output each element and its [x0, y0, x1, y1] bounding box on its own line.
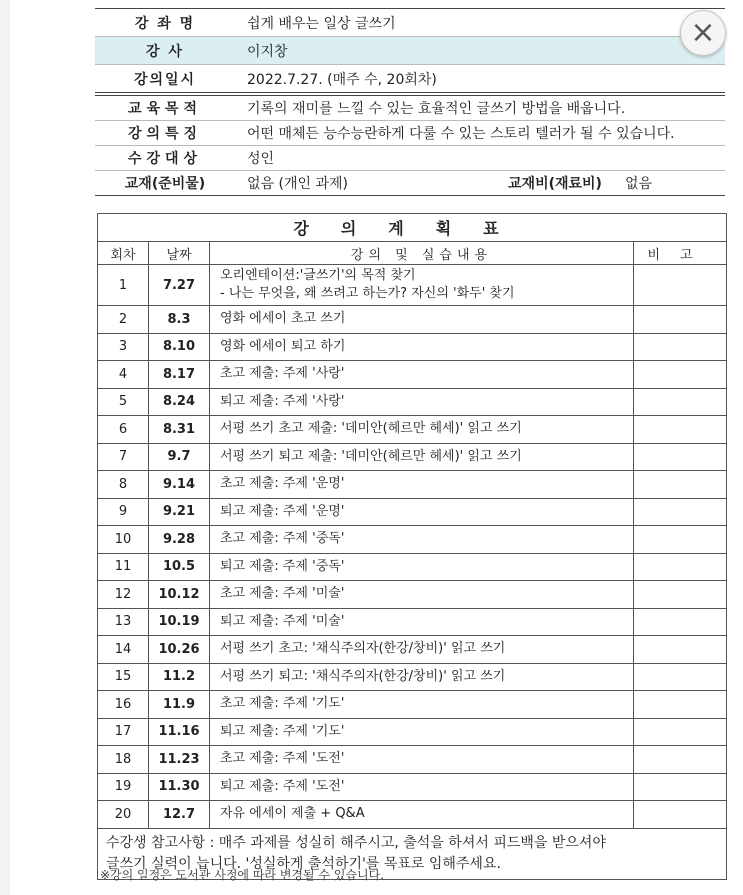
session-content: [210, 801, 634, 829]
session-content: [210, 361, 634, 389]
session-content: [210, 773, 634, 801]
session-number: 5: [98, 388, 149, 416]
session-date: 8.10: [149, 333, 210, 361]
fee-value: 없음: [615, 171, 725, 196]
session-content: [210, 718, 634, 746]
session-number: 7: [98, 443, 149, 471]
session-note: [634, 388, 727, 416]
session-content-line: - 나는 무엇을, 왜 쓰려고 하는가? 자신의 '화두' 찾기: [220, 286, 515, 301]
session-note: [634, 608, 727, 636]
session-number: 15: [98, 663, 149, 691]
table-row: [98, 801, 727, 829]
header-content: 강의 및 실습내용: [210, 242, 634, 265]
table-row: [98, 581, 727, 609]
session-content-line: 초고 제출: 주제 '운명': [220, 476, 345, 492]
session-number: 19: [98, 773, 149, 801]
session-number: 1: [98, 265, 149, 306]
table-row: [98, 773, 727, 801]
session-number: 8: [98, 471, 149, 499]
table-row: [98, 333, 727, 361]
table-row: [98, 416, 727, 444]
session-note: [634, 636, 727, 664]
session-date: 9.21: [149, 498, 210, 526]
session-date: 11.2: [149, 663, 210, 691]
session-content: [210, 306, 634, 334]
session-content-line: 초고 제출: 주제 '중독': [220, 531, 345, 547]
session-date: 8.3: [149, 306, 210, 334]
session-number: 3: [98, 333, 149, 361]
table-row: [98, 388, 727, 416]
session-content: [210, 333, 634, 361]
session-note: [634, 306, 727, 334]
purpose-row: [95, 96, 725, 121]
session-note: [634, 663, 727, 691]
session-number: 16: [98, 691, 149, 719]
session-date: 8.31: [149, 416, 210, 444]
session-content: [210, 526, 634, 554]
session-note: [634, 553, 727, 581]
session-content-line: 퇴고 제출: 주제 '운명': [220, 503, 345, 519]
target-row: [95, 146, 725, 171]
session-number: 20: [98, 801, 149, 829]
session-number: 18: [98, 746, 149, 774]
table-row: [98, 636, 727, 664]
feature-value: 어떤 매체든 능수능란하게 다룰 수 있는 스토리 텔러가 될 수 있습니다.: [235, 121, 725, 146]
session-content-line: 오리엔테이션:'글쓰기'의 목적 찾기: [220, 268, 416, 283]
session-content: [210, 663, 634, 691]
table-row: [98, 526, 727, 554]
session-number: 13: [98, 608, 149, 636]
materials-row: [95, 171, 725, 196]
session-note: [634, 498, 727, 526]
session-content: [210, 443, 634, 471]
session-date: 12.7: [149, 801, 210, 829]
fee-label: 교재비(재료비): [495, 171, 615, 196]
notes-line-2: 글쓰기 실력이 늡니다. '성실하게 출석하기'를 목표로 임해주세요.: [106, 855, 501, 872]
course-info-table: [95, 8, 725, 93]
session-content-line: 서평 쓰기 초고: '채식주의자(한강/창비)' 읽고 쓰기: [220, 641, 506, 657]
instructor-label: 강 사: [95, 37, 235, 65]
session-note: [634, 746, 727, 774]
session-content: [210, 553, 634, 581]
session-number: 17: [98, 718, 149, 746]
session-note: [634, 801, 727, 829]
course-details-table: [95, 95, 725, 196]
session-date: 7.27: [149, 265, 210, 306]
table-row: [98, 663, 727, 691]
table-row: [98, 691, 727, 719]
table-row: [98, 471, 727, 499]
session-content-line: 초고 제출: 주제 '도전': [220, 751, 345, 767]
instructor-row: [95, 37, 725, 65]
feature-label: 강의특징: [95, 121, 235, 146]
session-note: [634, 416, 727, 444]
table-row: [98, 443, 727, 471]
session-date: 11.23: [149, 746, 210, 774]
session-date: 11.16: [149, 718, 210, 746]
session-content-line: 초고 제출: 주제 '기도': [220, 696, 345, 712]
session-content-line: 퇴고 제출: 주제 '기도': [220, 723, 345, 739]
schedule-value: 2022.7.27. (매주 수, 20회차): [235, 65, 725, 93]
plan-rows: [98, 265, 727, 829]
session-content-line: 퇴고 제출: 주제 '도전': [220, 778, 345, 794]
session-content-line: 서평 쓰기 퇴고: '채식주의자(한강/창비)' 읽고 쓰기: [220, 668, 506, 684]
session-content-line: 퇴고 제출: 주제 '중독': [220, 558, 345, 574]
session-note: [634, 691, 727, 719]
session-date: 9.14: [149, 471, 210, 499]
table-row: [98, 265, 727, 306]
plan-header-row: [98, 242, 727, 265]
session-number: 12: [98, 581, 149, 609]
notes-line-1: 수강생 참고사항 : 매주 과제를 성실히 해주시고, 출석을 하셔서 피드백을 받으셔야: [106, 834, 606, 851]
session-date: 9.7: [149, 443, 210, 471]
session-number: 2: [98, 306, 149, 334]
session-content-line: 서평 쓰기 퇴고 제출: '데미안(헤르만 헤세)' 읽고 쓰기: [220, 448, 522, 464]
session-number: 11: [98, 553, 149, 581]
session-date: 11.9: [149, 691, 210, 719]
session-date: 10.5: [149, 553, 210, 581]
header-date: 날짜: [149, 242, 210, 265]
plan-title: 강의계획표: [98, 214, 727, 242]
session-number: 10: [98, 526, 149, 554]
session-note: [634, 718, 727, 746]
session-content-line: 초고 제출: 주제 '미술': [220, 586, 345, 602]
schedule-change-footnote: ※강의 일정은 도서관 사정에 따라 변경될 수 있습니다.: [100, 868, 385, 882]
session-content-line: 영화 에세이 초고 쓰기: [220, 311, 346, 327]
session-content-line: 퇴고 제출: 주제 '미술': [220, 613, 345, 629]
session-content-line: 초고 제출: 주제 '사랑': [220, 366, 345, 382]
feature-row: [95, 121, 725, 146]
session-note: [634, 471, 727, 499]
close-button[interactable]: [680, 10, 726, 56]
session-content: [210, 581, 634, 609]
session-content: [210, 498, 634, 526]
session-content: [210, 265, 634, 306]
session-number: 14: [98, 636, 149, 664]
session-date: 9.28: [149, 526, 210, 554]
session-content-line: 영화 에세이 퇴고 하기: [220, 338, 346, 354]
session-number: 4: [98, 361, 149, 389]
session-number: 6: [98, 416, 149, 444]
table-row: [98, 498, 727, 526]
schedule-row: [95, 65, 725, 93]
materials-value: 없음 (개인 과제): [235, 171, 495, 196]
session-date: 10.26: [149, 636, 210, 664]
table-row: [98, 306, 727, 334]
session-content: [210, 608, 634, 636]
session-content: [210, 388, 634, 416]
session-note: [634, 773, 727, 801]
session-content: [210, 691, 634, 719]
table-row: [98, 361, 727, 389]
session-content-line: 퇴고 제출: 주제 '사랑': [220, 393, 345, 409]
materials-label: 교재(준비물): [95, 171, 235, 196]
schedule-label: 강의일시: [95, 65, 235, 93]
session-number: 9: [98, 498, 149, 526]
session-date: 8.17: [149, 361, 210, 389]
course-name-value: 쉽게 배우는 일상 글쓰기: [235, 9, 725, 37]
session-content: [210, 471, 634, 499]
plan-title-row: [98, 214, 727, 242]
table-row: [98, 746, 727, 774]
course-name-row: [95, 9, 725, 37]
session-date: 8.24: [149, 388, 210, 416]
table-row: [98, 608, 727, 636]
table-row: [98, 718, 727, 746]
session-content-line: 자유 에세이 제출 + Q&A: [220, 806, 365, 822]
session-note: [634, 361, 727, 389]
session-note: [634, 443, 727, 471]
purpose-label: 교육목적: [95, 96, 235, 121]
session-content: [210, 746, 634, 774]
lecture-plan-table: [97, 213, 727, 880]
left-margin-strip: [0, 0, 10, 895]
instructor-value: 이지창: [235, 37, 725, 65]
session-content-line: 서평 쓰기 초고 제출: '데미안(헤르만 헤세)' 읽고 쓰기: [220, 421, 522, 437]
session-date: 10.19: [149, 608, 210, 636]
header-note: 비고: [634, 242, 727, 265]
course-name-label: 강 좌 명: [95, 9, 235, 37]
target-value: 성인: [235, 146, 725, 171]
header-no: 회차: [98, 242, 149, 265]
session-note: [634, 333, 727, 361]
session-note: [634, 581, 727, 609]
close-icon: ×: [690, 15, 716, 50]
session-content: [210, 636, 634, 664]
session-date: 11.30: [149, 773, 210, 801]
session-content: [210, 416, 634, 444]
session-note: [634, 265, 727, 306]
session-note: [634, 526, 727, 554]
purpose-value: 기록의 재미를 느낄 수 있는 효율적인 글쓰기 방법을 배웁니다.: [235, 96, 725, 121]
session-date: 10.12: [149, 581, 210, 609]
target-label: 수강대상: [95, 146, 235, 171]
table-row: [98, 553, 727, 581]
